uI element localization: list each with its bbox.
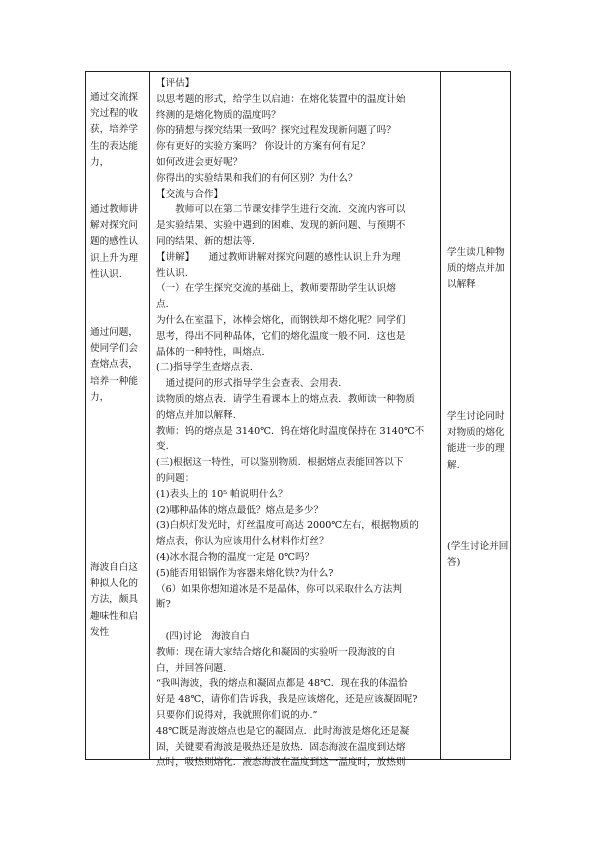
activity-text-line: 教师：现在请大家结合熔化和凝固的实验听一段海波的自 [156, 646, 396, 658]
activity-text-line: 通过提问的形式指导学生会查表、会用表. [156, 378, 342, 390]
activity-text-line: 好是 48℃，请你们告诉我，我是应该熔化，还是应该凝固呢? [156, 694, 418, 706]
activity-text-line: 读物质的熔点表．请学生看课本上的熔点表．教师读一种物质 [156, 394, 416, 405]
activity-text-line: 为什么在室温下，冰棒会熔化，而钢铁却不熔化呢？同学们 [156, 315, 406, 326]
activity-text-line: 固，关键要看海波是吸热还是放热．固态海波在温度到达熔 [156, 741, 406, 753]
activity-text-line: （一）在学生探究交流的基础上，教师要帮助学生认识熔 [156, 283, 396, 295]
purpose-note-1: 通过交流探究过程的收获，培养学生的表达能力， [90, 92, 138, 168]
activity-text-line: 【交流与合作】 [156, 188, 224, 200]
activity-text-line: 以思考题的形式，给学生以启迪：在熔化装置中的温度计始 [156, 93, 406, 105]
activity-text-line: 晶体的一种特性，叫熔点. [156, 346, 265, 358]
lesson-table [85, 71, 511, 769]
activity-text-line: 教师：钨的熔点是 3140℃．钨在熔化时温度保持在 3140℃不 [156, 425, 425, 437]
activity-text-line: (4)冰水混合物的温度一定是 0℃吗？ [156, 552, 315, 563]
purpose-note-2: 通过教师讲解对探究问题的感性认识上升为理性认识. [90, 204, 138, 280]
activity-text-line: 你有更好的实验方案吗？ 你设计的方案有何有足？ [156, 141, 371, 153]
activity-text-line: 【评估】 [156, 78, 195, 89]
student-note-1: 学生读几种物质的熔点并加以解释 [447, 247, 505, 291]
activity-text-line: (三)根据这一特性，可以鉴别物质．根据熔点表能回答以下 [156, 457, 404, 469]
activity-text-line: 点时，吸热则熔化．液态海波在温度到这一温度时，放热则 [156, 757, 406, 769]
activity-text-line: 【讲解】 通过教师讲解对探究问题的感性认识上升为理 [156, 251, 401, 263]
activity-text-line: 教师可以在第二节课安排学生进行交流．交流内容可以 [156, 204, 406, 216]
activity-text-line: (5)能否用铝锅作为容器来熔化铁?为什么? [156, 567, 334, 579]
activity-text-line: 的问题： [156, 473, 195, 484]
activity-text-line: 的熔点并加以解释. [156, 409, 236, 421]
activity-column [150, 72, 440, 769]
activity-text-line: 同的结果、新的想法等. [156, 236, 255, 247]
activity-text-line: (2)哪种晶体的熔点最低？熔点是多少？ [156, 504, 324, 516]
purpose-column [86, 72, 149, 759]
activity-text-line: 点． [156, 299, 176, 311]
activity-text-line: 性认识. [156, 267, 188, 279]
activity-text-line: (1)表头上的 10⁵ 帕说明什么？ [156, 488, 288, 500]
activity-text-line: 如何改进会更好呢？ [156, 157, 243, 168]
activity-text-line: 思考，得出不同种晶体，它们的熔化温度一般不同．这也是 [156, 330, 406, 342]
student-activity-column [441, 72, 511, 759]
purpose-note-3: 通过问题，使同学们会查熔点表，培养一种能力， [90, 327, 138, 403]
activity-text-line: (四)讨论 海波自白 [156, 631, 250, 642]
activity-text-line: 终测的是熔化物质的温度吗？ [156, 109, 281, 121]
activity-text-line: (二)指导学生查熔点表. [156, 362, 253, 374]
activity-text-line: 48℃既是海波熔点也是它的凝固点．此时海波是熔化还是凝 [156, 725, 410, 737]
activity-text-line: 白，并回答问题. [156, 662, 227, 674]
activity-text-line: 只要你们说得对，我就照你们说的办.” [156, 710, 318, 721]
activity-text-line: 你的猜想与探究结果一致吗？探究过程发现新问题了吗？ [156, 125, 396, 137]
activity-text-line: 断? [156, 599, 171, 611]
activity-text-line: 熔点表，你认为应该用什么材料作灯丝？ [156, 536, 329, 548]
activity-text-line: “我叫海波，我的熔点和凝固点都是 48℃．现在我的体温恰 [156, 678, 408, 690]
purpose-note-4: 海波自白这种拟人化的方法，颇具趣味性和启发性 [90, 562, 138, 638]
student-note-2: 学生讨论同时对物质的熔化能进一步的理解. [447, 411, 505, 471]
activity-text-line: 变. [156, 441, 169, 453]
activity-text-line: 是实验结果、实验中遇到的困难、发现的新问题、与预期不 [156, 220, 406, 232]
activity-text-line: (3)白炽灯发光时，灯丝温度可高达 2000℃左右，根据物质的 [156, 520, 419, 532]
student-note-3: (学生讨论并回答) [447, 541, 509, 569]
activity-text-line: 你得出的实验结果和我们的有何区别？为什么？ [156, 172, 358, 184]
activity-text-line: （6）如果你想知道冰是不是晶体，你可以采取什么方法判 [156, 583, 402, 595]
